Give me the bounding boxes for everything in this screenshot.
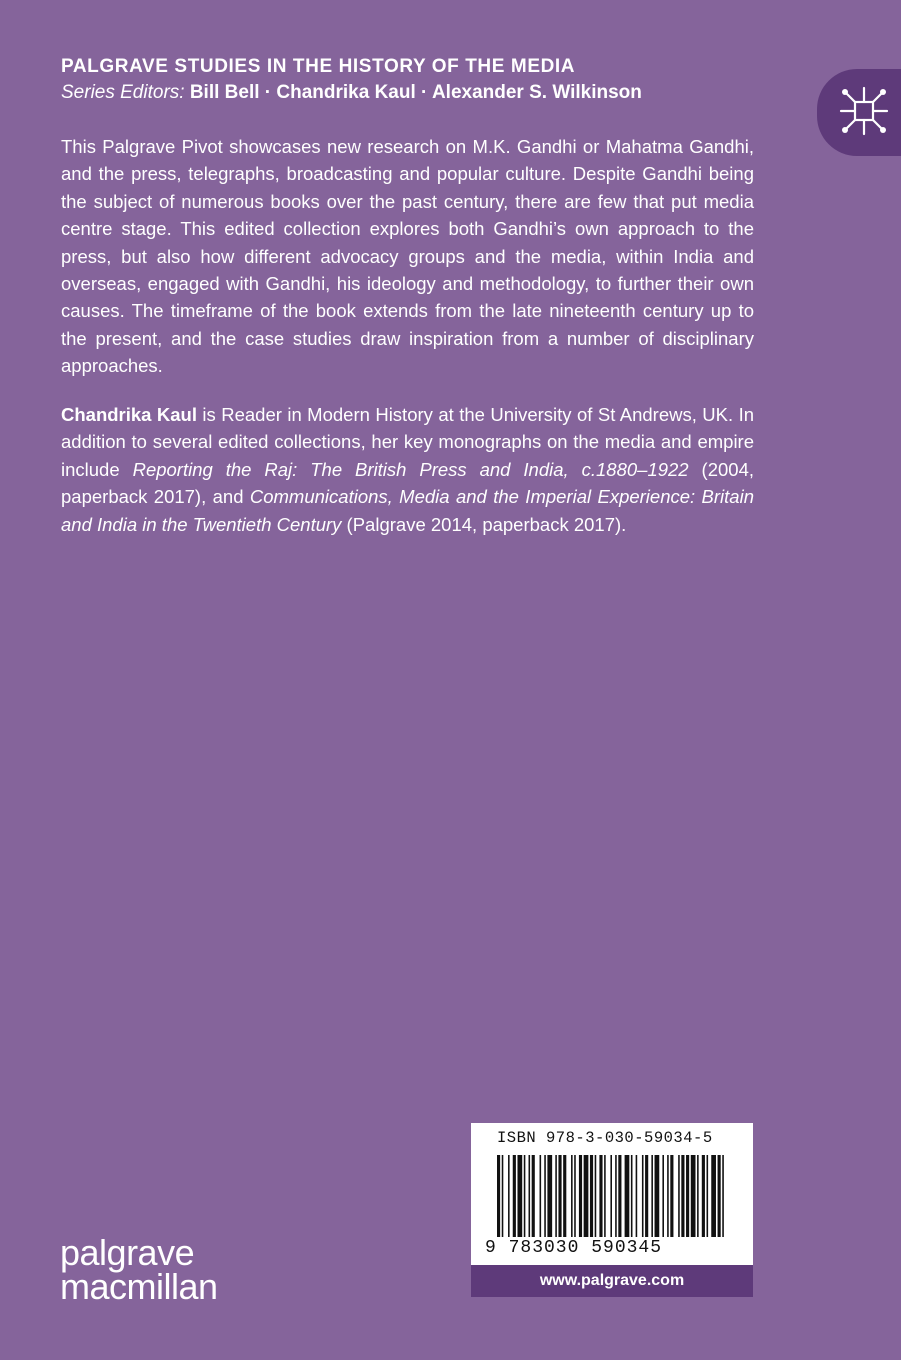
barcode-bar — [540, 1155, 542, 1237]
barcode-bar — [636, 1155, 638, 1237]
barcode-bar — [670, 1155, 673, 1237]
barcode-bar — [610, 1155, 612, 1237]
barcode-bar — [662, 1155, 664, 1237]
barcode-bar — [532, 1155, 535, 1237]
barcode-bar — [678, 1155, 680, 1237]
barcode-bar — [571, 1155, 573, 1237]
barcode-bar — [563, 1155, 566, 1237]
isbn-barcode — [471, 1123, 753, 1265]
barcode-bar — [618, 1155, 621, 1237]
bio-book-1: Reporting the Raj: The British Press and India, c.1880–1922 — [132, 458, 689, 480]
bio-text-3: (Palgrave 2014, paperback 2017). — [341, 513, 627, 535]
series-editors — [61, 82, 642, 104]
series-title: PALGRAVE STUDIES IN THE HISTORY OF THE MEDIA — [61, 56, 576, 77]
barcode-bar — [547, 1155, 552, 1237]
bio-name: Chandrika Kaul — [61, 404, 197, 425]
barcode-bar — [615, 1155, 617, 1237]
barcode-bar — [691, 1155, 696, 1237]
barcode-bar — [513, 1155, 516, 1237]
barcode-bar — [502, 1155, 504, 1237]
barcode-bar — [642, 1155, 644, 1237]
barcode-bar — [681, 1155, 684, 1237]
barcode-bar — [544, 1155, 546, 1237]
publisher-url[interactable]: www.palgrave.com — [471, 1265, 753, 1297]
barcode-bar — [707, 1155, 709, 1237]
barcode-bar — [517, 1155, 522, 1237]
barcode-bar — [604, 1155, 606, 1237]
barcode-bar — [651, 1155, 653, 1237]
barcode-bar — [625, 1155, 630, 1237]
barcode-bar — [497, 1155, 500, 1237]
series-editors-names: Bill Bell · Chandrika Kaul · Alexander S. Wilkinson — [189, 82, 642, 103]
barcode-bar — [686, 1155, 689, 1237]
barcode-bar — [579, 1155, 582, 1237]
barcode-bar — [645, 1155, 648, 1237]
barcode-bar — [702, 1155, 705, 1237]
barcode-bar — [508, 1155, 510, 1237]
barcode-bar — [599, 1155, 602, 1237]
barcode-bar — [631, 1155, 633, 1237]
bio-text-2: (2004, paperback 2017), and — [61, 458, 755, 508]
publisher-logo — [60, 1232, 218, 1307]
barcode-bar — [524, 1155, 526, 1237]
bio-book-2: Communications, Media and the Imperial Experience: Britain and India in the Twentieth Century — [61, 486, 754, 535]
series-editors-label: Series Editors: — [61, 82, 190, 103]
palgrave-pivot-icon — [835, 82, 893, 140]
barcode-bar — [697, 1155, 699, 1237]
barcode-bar — [584, 1155, 589, 1237]
isbn-text: ISBN 978-3-030-59034-5 — [497, 1129, 713, 1147]
publisher-logo-line2: macmillan — [60, 1266, 218, 1307]
publisher-logo-line1: palgrave — [60, 1232, 195, 1273]
barcode-bar — [655, 1155, 660, 1237]
barcode-bar — [722, 1155, 724, 1237]
barcode-icon — [497, 1155, 727, 1237]
barcode-bar — [667, 1155, 669, 1237]
barcode-bar — [558, 1155, 561, 1237]
barcode-bar — [574, 1155, 576, 1237]
book-description: This Palgrave Pivot showcases new research on M.K. Gandhi or Mahatma Gandhi, and the press, telegraphs, broadcasting and popular culture. Despite Gandhi being the subject of numerous books over the past century, there are few that put media centre stage. This edited collection explores both Gandhi’s own approach to the press, but also how different advocacy groups and the media, within India and overseas, engaged with Gandhi, his ideology and methodology, to further their own causes. The timeframe of the book extends from the late nineteenth century up to the present, and the case studies draw inspiration from a number of disciplinary approaches. — [61, 136, 754, 377]
barcode-bar — [529, 1155, 531, 1237]
barcode-bar — [718, 1155, 721, 1237]
barcode-digits: 9 783030 590345 — [485, 1238, 663, 1258]
barcode-bar — [590, 1155, 593, 1237]
bio-text-1: is Reader in Modern History at the University of St Andrews, UK. In addition to several edited collections, her key monographs on the media and empire include — [61, 404, 754, 480]
pivot-badge — [817, 69, 901, 156]
editor-bio — [61, 401, 754, 538]
barcode-bar — [711, 1155, 716, 1237]
barcode-bar — [595, 1155, 597, 1237]
barcode-bar — [555, 1155, 557, 1237]
